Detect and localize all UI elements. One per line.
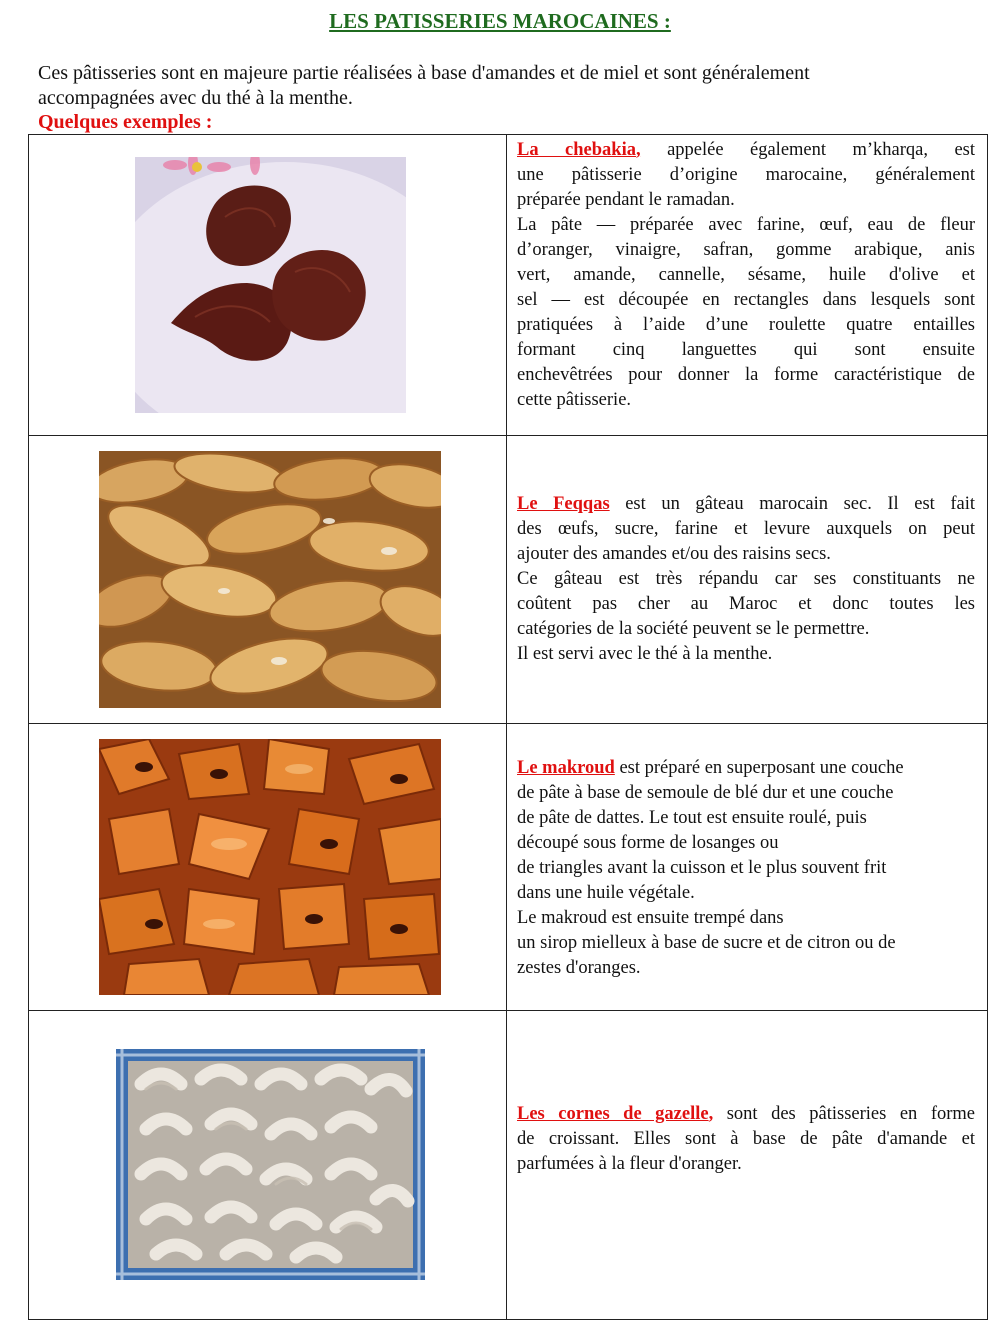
description-cell	[507, 135, 987, 435]
pastry-table	[28, 134, 988, 1320]
chebakia-photo	[135, 157, 406, 413]
intro-paragraph	[38, 61, 938, 111]
desc-line: sel — est découpée en rectangles dans lesquels sont	[517, 290, 975, 310]
desc-line: de croissant. Elles sont à base de pâte d'amande et	[517, 1129, 975, 1149]
pastry-name-punct: ,	[708, 1104, 714, 1124]
desc-line: Le makroud est ensuite trempé dans	[517, 908, 784, 928]
desc-line: coûtent pas cher au Maroc et donc toutes les	[517, 594, 975, 614]
desc-line: préparée pendant le ramadan.	[517, 190, 735, 210]
pastry-name-punct: ,	[635, 140, 641, 160]
table-row	[29, 436, 987, 724]
desc-line: formant cinq languettes qui sont ensuite	[517, 340, 975, 360]
desc-line: parfumées à la fleur d'oranger.	[517, 1154, 742, 1174]
pastry-name: Le Feqqas	[517, 494, 610, 514]
photo-cell	[29, 724, 507, 1010]
desc-line: dans une huile végétale.	[517, 883, 695, 903]
desc-line: une pâtisserie d’origine marocaine, généralement	[517, 165, 975, 185]
desc-line: zestes d'oranges.	[517, 958, 641, 978]
makroud-photo	[99, 739, 441, 995]
table-row	[29, 135, 987, 436]
desc-line: de pâte à base de semoule de blé dur et une couche	[517, 783, 894, 803]
table-row	[29, 724, 987, 1011]
chebakia-description	[517, 138, 975, 413]
desc-line: La pâte — préparée avec farine, œuf, eau de fleur	[517, 215, 975, 235]
pastry-name: La chebakia	[517, 140, 636, 160]
table-row	[29, 1011, 987, 1319]
examples-heading: Quelques exemples :	[38, 111, 213, 133]
desc-line: de triangles avant la cuisson et le plus souvent frit	[517, 858, 887, 878]
makroud-description	[517, 756, 975, 981]
pastry-name: Le makroud	[517, 758, 615, 778]
description-cell	[507, 724, 987, 1010]
description-cell	[507, 1011, 987, 1319]
feqqas-description	[517, 492, 975, 667]
desc-line: sont des pâtisseries en forme	[713, 1104, 975, 1124]
desc-line: cette pâtisserie.	[517, 390, 632, 410]
photo-cell	[29, 1011, 507, 1319]
description-cell	[507, 436, 987, 723]
desc-line: Il est servi avec le thé à la menthe.	[517, 644, 773, 664]
desc-line: est un gâteau marocain sec. Il est fait	[609, 494, 975, 514]
feqqas-photo	[99, 451, 441, 708]
photo-cell	[29, 135, 507, 435]
page-title: LES PATISSERIES MAROCAINES :	[329, 9, 671, 33]
desc-line: catégories de la société peuvent se le permettre.	[517, 619, 870, 639]
cornes-de-gazelle-photo	[116, 1049, 425, 1280]
desc-line: enchevêtrées pour donner la forme caractéristique de	[517, 365, 975, 385]
desc-line: découpé sous forme de losanges ou	[517, 833, 779, 853]
desc-line: Ce gâteau est très répandu car ses constituants ne	[517, 569, 975, 589]
pastry-name: Les cornes de gazelle	[517, 1104, 709, 1124]
desc-line: des œufs, sucre, farine et levure auxquels on peut	[517, 519, 975, 539]
desc-line: un sirop mielleux à base de sucre et de citron ou de	[517, 933, 896, 953]
desc-line: est préparé en superposant une couche	[614, 758, 904, 778]
desc-line: pratiquées à l’aide d’une roulette quatre entailles	[517, 315, 975, 335]
intro-line: Ces pâtisseries sont en majeure partie réalisées à base d'amandes et de miel et sont généralement	[38, 62, 810, 84]
photo-cell	[29, 436, 507, 723]
desc-line: vert, amande, cannelle, sésame, huile d'olive et	[517, 265, 975, 285]
desc-line: de pâte de dattes. Le tout est ensuite roulé, puis	[517, 808, 867, 828]
desc-line: appelée également m’kharqa, est	[640, 140, 975, 160]
cornes-de-gazelle-description	[517, 1102, 975, 1177]
desc-line: d’oranger, vinaigre, safran, gomme arabique, anis	[517, 240, 975, 260]
intro-line: accompagnées avec du thé à la menthe.	[38, 87, 353, 109]
desc-line: ajouter des amandes et/ou des raisins secs.	[517, 544, 831, 564]
